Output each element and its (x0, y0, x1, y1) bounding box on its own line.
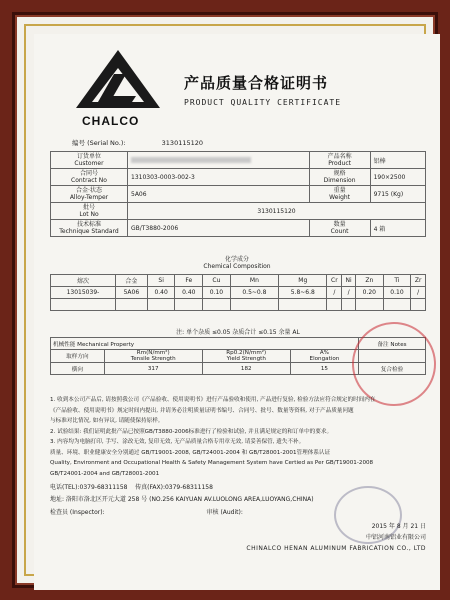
chem-value-cell: 13015039- (51, 287, 116, 299)
customer-value-blurred (128, 152, 310, 169)
chem-header-cell: Mg (279, 275, 327, 287)
chem-header-cell: Fe (175, 275, 203, 287)
chem-value-cell: / (342, 287, 356, 299)
mech-table: 机械性能 Mechanical Property 备注 Notes 取样方向 Rm(N/mm²) Tensile Strength Rp0.2(N/mm²) Yield Strength A% Elongation 横向 317 182 15 复合检验 (50, 337, 426, 375)
chem-empty-cell (327, 299, 342, 311)
chem-empty-cell (411, 299, 426, 311)
chem-header-cell: Cu (203, 275, 231, 287)
chem-title: 化学成分 Chemical Composition (203, 256, 271, 270)
chem-header-cell: 熔次 (51, 275, 116, 287)
chem-empty-cell (230, 299, 278, 311)
chem-header-cell: 合金 (115, 275, 147, 287)
chalco-logo-icon (74, 48, 162, 118)
chem-table (50, 274, 426, 311)
impurity-note: 注: 单个杂质 ≤0.05 杂质合计 ≤0.15 余量 AL (176, 329, 300, 336)
chem-value-cell: 0.5~0.8 (230, 287, 278, 299)
chem-header-cell: Zn (356, 275, 384, 287)
chem-value-cell: 0.40 (147, 287, 175, 299)
title-cn: 产品质量合格证明书 (184, 74, 329, 92)
notes-block: 1. 收到本公司产品后, 请按照我公司《产品验收、使用说明书》进行产品验收和使用, 产品进行复验, 检验方法应符合规定的时间内在 《产品验收、使用说明书》规定时间内提出, 并请务必注明质量证明书编号、合同号、批号、数量等资料, 对于产品质量问题 与标准对比情况, 如有异议, 请随使保持原样。 2. 试验结果: 我们证明此批产品已按照GB/T3880-2006标准进行了检验和试验, 并且满足规定的和订单中的要求。 3. 内容均为电脑打印, 手写、涂改无效, 复印无效, 无产品质量合格专用章无效, 请妥善保管, 遗失不补。 质量、环境、职业健康安全分别通过 GB/T19001-2008, GB/T24001-2004 和 GB/T28001-2001管理体系认证 Quality, Environment and Occupational Health & Safety Management System have Certied as Per GB/T19001-2008 GB/T24001-2004 and GB/T28001-2001 (50, 397, 376, 477)
contact-line: 电话(TEL):0379-68311158 传真(FAX):0379-68311158 (50, 484, 213, 491)
chem-header-cell: Ti (383, 275, 411, 287)
chem-empty-cell (279, 299, 327, 311)
chem-value-cell: 0.10 (383, 287, 411, 299)
chem-value-cell: 5.8~6.8 (279, 287, 327, 299)
chem-value-cell: / (327, 287, 342, 299)
serial-number: 编号 (Serial No.): 3130115120 (72, 139, 204, 147)
chem-empty-cell (51, 299, 116, 311)
chem-empty-cell (342, 299, 356, 311)
date: 2015 年 8 月 21 日 (371, 523, 426, 530)
chem-header-cell: Mn (230, 275, 278, 287)
chem-value-cell: 0.40 (175, 287, 203, 299)
chem-value-cell: 0.10 (203, 287, 231, 299)
certificate-paper (34, 34, 440, 590)
company-cn: 中铝河南铝业有限公司 (365, 534, 426, 541)
sign-line: 检查员 (Inspector): 审核 (Audit): (50, 509, 243, 516)
chem-value-cell: 0.20 (356, 287, 384, 299)
chem-empty-cell (383, 299, 411, 311)
chem-value-cell: / (411, 287, 426, 299)
chem-empty-cell (147, 299, 175, 311)
brand-name: CHALCO (82, 114, 140, 128)
chem-header-cell: Zr (411, 275, 426, 287)
chem-header-cell: Si (147, 275, 175, 287)
chem-value-cell: 5A06 (115, 287, 147, 299)
chem-empty-cell (115, 299, 147, 311)
chem-empty-cell (175, 299, 203, 311)
chem-empty-cell (356, 299, 384, 311)
company-en: CHINALCO HENAN ALUMINUM FABRICATION CO., LTD (246, 545, 426, 552)
address-line: 地址: 洛阳市洛北区开元大道 258 号 (NO.256 KAIYUAN AV.LUOLONG AREA,LUOYANG,CHINA) (50, 496, 314, 503)
chem-empty-cell (203, 299, 231, 311)
chem-header-cell: Ni (342, 275, 356, 287)
chem-header-cell: Cr (327, 275, 342, 287)
info-table: 订货单位 Customer 产品名称 Product 铝棒 合同号 Contract No 1310303-0003-002-3 规格 Dimension 190×2500 合金·状态 Alloy-Temper 5A06 重量 Weight 9715 (Kg) 批号 Lot No 3130115120 技术标准 Technique Standard GB/T3880-2006 数量 Count 4 箱 (50, 151, 426, 237)
title-en: PRODUCT QUALITY CERTIFICATE (184, 98, 342, 107)
